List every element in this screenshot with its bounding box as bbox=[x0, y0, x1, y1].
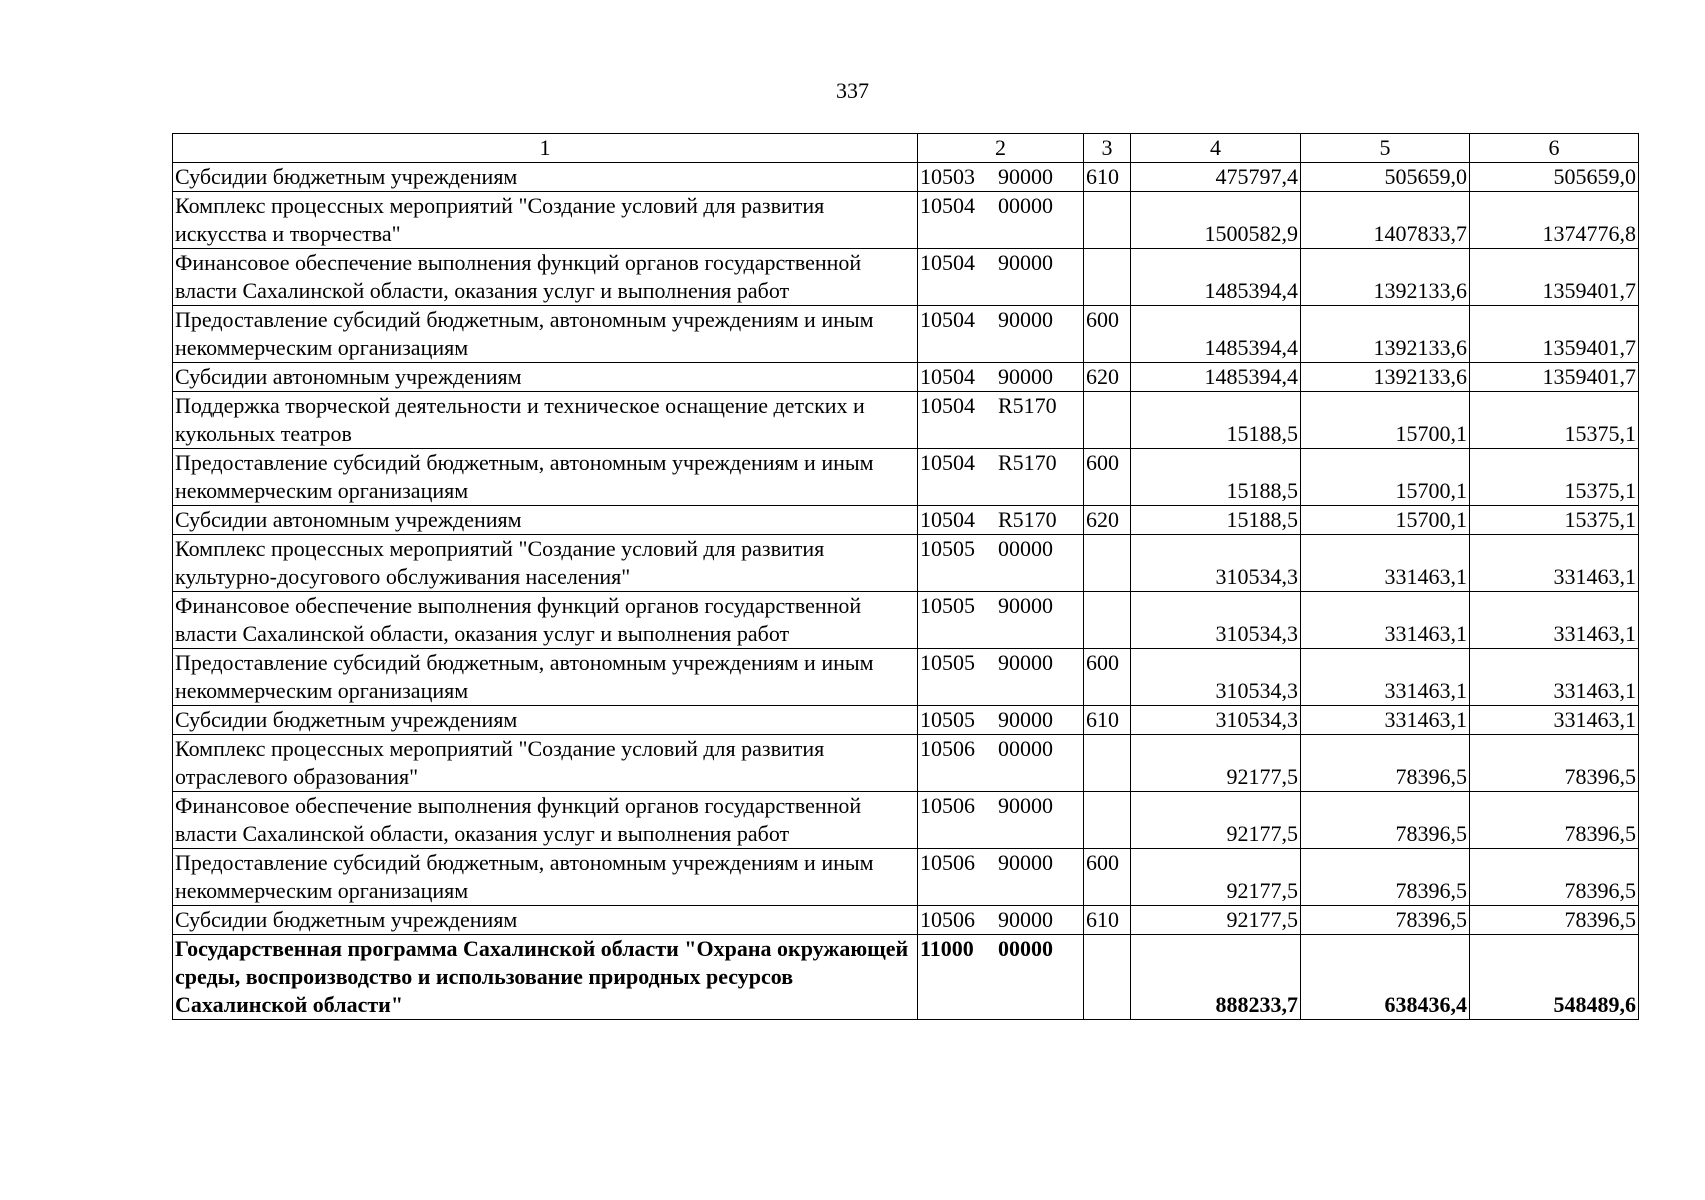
target-article-direction-code: 00000 bbox=[998, 193, 1053, 218]
row-value-col4-cell: 15188,5 bbox=[1131, 506, 1301, 535]
row-expense-type-cell bbox=[1084, 592, 1131, 649]
target-article-direction-code: 90000 bbox=[998, 307, 1053, 332]
row-expense-type-cell: 610 bbox=[1084, 163, 1131, 192]
target-article-program-code: 10504 bbox=[920, 393, 975, 418]
row-name-cell: Комплекс процессных мероприятий "Создание условий для развития отраслевого образования" bbox=[173, 735, 918, 792]
row-value-col6-cell: 78396,5 bbox=[1470, 906, 1639, 935]
row-name-cell: Предоставление субсидий бюджетным, автономным учреждениям и иным некоммерческим организациям bbox=[173, 649, 918, 706]
target-article-program-code: 10506 bbox=[920, 736, 975, 761]
column-header-1: 1 bbox=[173, 134, 918, 163]
row-target-article-cell bbox=[918, 192, 1084, 249]
row-target-article-cell bbox=[918, 249, 1084, 306]
row-name-cell: Предоставление субсидий бюджетным, автономным учреждениям и иным некоммерческим организациям bbox=[173, 849, 918, 906]
row-value-col6-cell: 331463,1 bbox=[1470, 535, 1639, 592]
row-value-col5-cell: 331463,1 bbox=[1301, 649, 1470, 706]
row-value-col4-cell: 310534,3 bbox=[1131, 592, 1301, 649]
target-article-direction-code: 90000 bbox=[998, 850, 1053, 875]
row-expense-type-cell: 600 bbox=[1084, 649, 1131, 706]
target-article-direction-code: 90000 bbox=[998, 907, 1053, 932]
row-value-col6-cell: 331463,1 bbox=[1470, 649, 1639, 706]
row-value-col5-cell: 1392133,6 bbox=[1301, 363, 1470, 392]
table-row bbox=[173, 363, 1639, 392]
row-value-col4-cell: 92177,5 bbox=[1131, 849, 1301, 906]
row-expense-type-cell bbox=[1084, 192, 1131, 249]
table-row bbox=[173, 392, 1639, 449]
row-value-col5-cell: 331463,1 bbox=[1301, 706, 1470, 735]
row-value-col4-cell: 475797,4 bbox=[1131, 163, 1301, 192]
row-expense-type-cell bbox=[1084, 935, 1131, 1020]
target-article-program-code: 10506 bbox=[920, 793, 975, 818]
column-header-2: 2 bbox=[918, 134, 1084, 163]
row-target-article-cell bbox=[918, 392, 1084, 449]
row-value-col4-cell: 1485394,4 bbox=[1131, 363, 1301, 392]
target-article-program-code: 11000 bbox=[920, 936, 974, 961]
row-value-col4-cell: 92177,5 bbox=[1131, 792, 1301, 849]
table-row bbox=[173, 249, 1639, 306]
row-value-col4-cell: 1500582,9 bbox=[1131, 192, 1301, 249]
row-name-cell: Предоставление субсидий бюджетным, автономным учреждениям и иным некоммерческим организациям bbox=[173, 449, 918, 506]
row-target-article-cell bbox=[918, 792, 1084, 849]
row-value-col6-cell: 505659,0 bbox=[1470, 163, 1639, 192]
table-row bbox=[173, 535, 1639, 592]
target-article-direction-code: 90000 bbox=[998, 364, 1053, 389]
row-target-article-cell bbox=[918, 506, 1084, 535]
row-name-cell: Предоставление субсидий бюджетным, автономным учреждениям и иным некоммерческим организациям bbox=[173, 306, 918, 363]
row-target-article-cell bbox=[918, 306, 1084, 363]
row-name-cell: Государственная программа Сахалинской области "Охрана окружающей среды, воспроизводство и использование природных ресурсов Сахалинской области" bbox=[173, 935, 918, 1020]
row-value-col4-cell: 310534,3 bbox=[1131, 649, 1301, 706]
row-expense-type-cell: 610 bbox=[1084, 906, 1131, 935]
row-value-col5-cell: 1392133,6 bbox=[1301, 306, 1470, 363]
table-row bbox=[173, 306, 1639, 363]
row-value-col6-cell: 15375,1 bbox=[1470, 506, 1639, 535]
row-expense-type-cell: 600 bbox=[1084, 306, 1131, 363]
row-expense-type-cell bbox=[1084, 392, 1131, 449]
column-header-5: 5 bbox=[1301, 134, 1470, 163]
target-article-direction-code: 90000 bbox=[998, 793, 1053, 818]
row-value-col6-cell: 78396,5 bbox=[1470, 849, 1639, 906]
column-header-6: 6 bbox=[1470, 134, 1639, 163]
row-value-col6-cell: 1359401,7 bbox=[1470, 249, 1639, 306]
row-name-cell: Финансовое обеспечение выполнения функций органов государственной власти Сахалинской области, оказания услуг и выполнения работ bbox=[173, 792, 918, 849]
budget-table bbox=[172, 133, 1639, 1020]
row-value-col4-cell: 310534,3 bbox=[1131, 706, 1301, 735]
row-value-col4-cell: 92177,5 bbox=[1131, 906, 1301, 935]
table-body bbox=[173, 134, 1639, 1020]
row-value-col6-cell: 548489,6 bbox=[1470, 935, 1639, 1020]
target-article-direction-code: R5170 bbox=[998, 507, 1057, 532]
row-value-col5-cell: 78396,5 bbox=[1301, 849, 1470, 906]
row-target-article-cell bbox=[918, 163, 1084, 192]
target-article-program-code: 10506 bbox=[920, 850, 975, 875]
row-value-col4-cell: 888233,7 bbox=[1131, 935, 1301, 1020]
row-value-col5-cell: 331463,1 bbox=[1301, 592, 1470, 649]
target-article-direction-code: 90000 bbox=[998, 650, 1053, 675]
row-name-cell: Субсидии автономным учреждениям bbox=[173, 363, 918, 392]
row-name-cell: Комплекс процессных мероприятий "Создание условий для развития искусства и творчества" bbox=[173, 192, 918, 249]
target-article-direction-code: 90000 bbox=[998, 250, 1053, 275]
row-value-col6-cell: 1359401,7 bbox=[1470, 363, 1639, 392]
row-expense-type-cell: 620 bbox=[1084, 363, 1131, 392]
target-article-direction-code: 90000 bbox=[998, 164, 1053, 189]
row-name-cell: Субсидии бюджетным учреждениям bbox=[173, 163, 918, 192]
column-number-header-row bbox=[173, 134, 1639, 163]
target-article-program-code: 10504 bbox=[920, 250, 975, 275]
row-value-col5-cell: 78396,5 bbox=[1301, 735, 1470, 792]
row-value-col6-cell: 15375,1 bbox=[1470, 392, 1639, 449]
row-value-col5-cell: 78396,5 bbox=[1301, 792, 1470, 849]
row-value-col5-cell: 505659,0 bbox=[1301, 163, 1470, 192]
target-article-program-code: 10506 bbox=[920, 907, 975, 932]
row-value-col4-cell: 1485394,4 bbox=[1131, 306, 1301, 363]
target-article-direction-code: R5170 bbox=[998, 393, 1057, 418]
row-value-col5-cell: 1407833,7 bbox=[1301, 192, 1470, 249]
target-article-direction-code: 00000 bbox=[998, 936, 1053, 961]
target-article-program-code: 10504 bbox=[920, 450, 975, 475]
target-article-program-code: 10505 bbox=[920, 536, 975, 561]
table-row bbox=[173, 735, 1639, 792]
row-name-cell: Поддержка творческой деятельности и техническое оснащение детских и кукольных театров bbox=[173, 392, 918, 449]
row-value-col5-cell: 1392133,6 bbox=[1301, 249, 1470, 306]
row-value-col6-cell: 1359401,7 bbox=[1470, 306, 1639, 363]
target-article-direction-code: 00000 bbox=[998, 736, 1053, 761]
row-value-col5-cell: 638436,4 bbox=[1301, 935, 1470, 1020]
row-name-cell: Комплекс процессных мероприятий "Создание условий для развития культурно-досугового обслуживания населения" bbox=[173, 535, 918, 592]
row-value-col4-cell: 1485394,4 bbox=[1131, 249, 1301, 306]
row-value-col5-cell: 15700,1 bbox=[1301, 449, 1470, 506]
row-value-col5-cell: 15700,1 bbox=[1301, 392, 1470, 449]
row-target-article-cell bbox=[918, 449, 1084, 506]
target-article-program-code: 10504 bbox=[920, 507, 975, 532]
row-expense-type-cell: 600 bbox=[1084, 449, 1131, 506]
target-article-program-code: 10504 bbox=[920, 307, 975, 332]
row-target-article-cell bbox=[918, 849, 1084, 906]
row-value-col5-cell: 331463,1 bbox=[1301, 535, 1470, 592]
table-row bbox=[173, 449, 1639, 506]
target-article-direction-code: R5170 bbox=[998, 450, 1057, 475]
row-value-col6-cell: 331463,1 bbox=[1470, 592, 1639, 649]
target-article-direction-code: 90000 bbox=[998, 707, 1053, 732]
table-row bbox=[173, 935, 1639, 1020]
table-row bbox=[173, 163, 1639, 192]
table-row bbox=[173, 792, 1639, 849]
row-value-col4-cell: 310534,3 bbox=[1131, 535, 1301, 592]
row-name-cell: Субсидии бюджетным учреждениям bbox=[173, 906, 918, 935]
target-article-program-code: 10504 bbox=[920, 193, 975, 218]
table-row bbox=[173, 649, 1639, 706]
target-article-program-code: 10505 bbox=[920, 593, 975, 618]
target-article-program-code: 10505 bbox=[920, 650, 975, 675]
row-value-col6-cell: 331463,1 bbox=[1470, 706, 1639, 735]
row-value-col4-cell: 15188,5 bbox=[1131, 449, 1301, 506]
row-value-col6-cell: 78396,5 bbox=[1470, 735, 1639, 792]
row-value-col6-cell: 1374776,8 bbox=[1470, 192, 1639, 249]
row-target-article-cell bbox=[918, 363, 1084, 392]
row-value-col5-cell: 15700,1 bbox=[1301, 506, 1470, 535]
row-name-cell: Финансовое обеспечение выполнения функций органов государственной власти Сахалинской области, оказания услуг и выполнения работ bbox=[173, 249, 918, 306]
row-value-col5-cell: 78396,5 bbox=[1301, 906, 1470, 935]
column-header-4: 4 bbox=[1131, 134, 1301, 163]
row-value-col6-cell: 15375,1 bbox=[1470, 449, 1639, 506]
row-expense-type-cell bbox=[1084, 792, 1131, 849]
row-target-article-cell bbox=[918, 906, 1084, 935]
row-expense-type-cell bbox=[1084, 249, 1131, 306]
table-row bbox=[173, 906, 1639, 935]
target-article-program-code: 10504 bbox=[920, 364, 975, 389]
row-expense-type-cell: 600 bbox=[1084, 849, 1131, 906]
row-target-article-cell bbox=[918, 706, 1084, 735]
row-value-col6-cell: 78396,5 bbox=[1470, 792, 1639, 849]
table-row bbox=[173, 706, 1639, 735]
table-row bbox=[173, 506, 1639, 535]
table-row bbox=[173, 192, 1639, 249]
page-number: 337 bbox=[836, 78, 869, 103]
target-article-program-code: 10505 bbox=[920, 707, 975, 732]
target-article-direction-code: 00000 bbox=[998, 536, 1053, 561]
table-row bbox=[173, 849, 1639, 906]
row-name-cell: Субсидии бюджетным учреждениям bbox=[173, 706, 918, 735]
row-name-cell: Субсидии автономным учреждениям bbox=[173, 506, 918, 535]
row-target-article-cell bbox=[918, 935, 1084, 1020]
table-row bbox=[173, 592, 1639, 649]
row-expense-type-cell bbox=[1084, 535, 1131, 592]
row-expense-type-cell: 610 bbox=[1084, 706, 1131, 735]
row-target-article-cell bbox=[918, 535, 1084, 592]
target-article-direction-code: 90000 bbox=[998, 593, 1053, 618]
row-value-col4-cell: 15188,5 bbox=[1131, 392, 1301, 449]
row-value-col4-cell: 92177,5 bbox=[1131, 735, 1301, 792]
row-expense-type-cell: 620 bbox=[1084, 506, 1131, 535]
row-target-article-cell bbox=[918, 649, 1084, 706]
row-target-article-cell bbox=[918, 735, 1084, 792]
target-article-program-code: 10503 bbox=[920, 164, 975, 189]
row-expense-type-cell bbox=[1084, 735, 1131, 792]
column-header-3: 3 bbox=[1084, 134, 1131, 163]
row-name-cell: Финансовое обеспечение выполнения функций органов государственной власти Сахалинской области, оказания услуг и выполнения работ bbox=[173, 592, 918, 649]
row-target-article-cell bbox=[918, 592, 1084, 649]
